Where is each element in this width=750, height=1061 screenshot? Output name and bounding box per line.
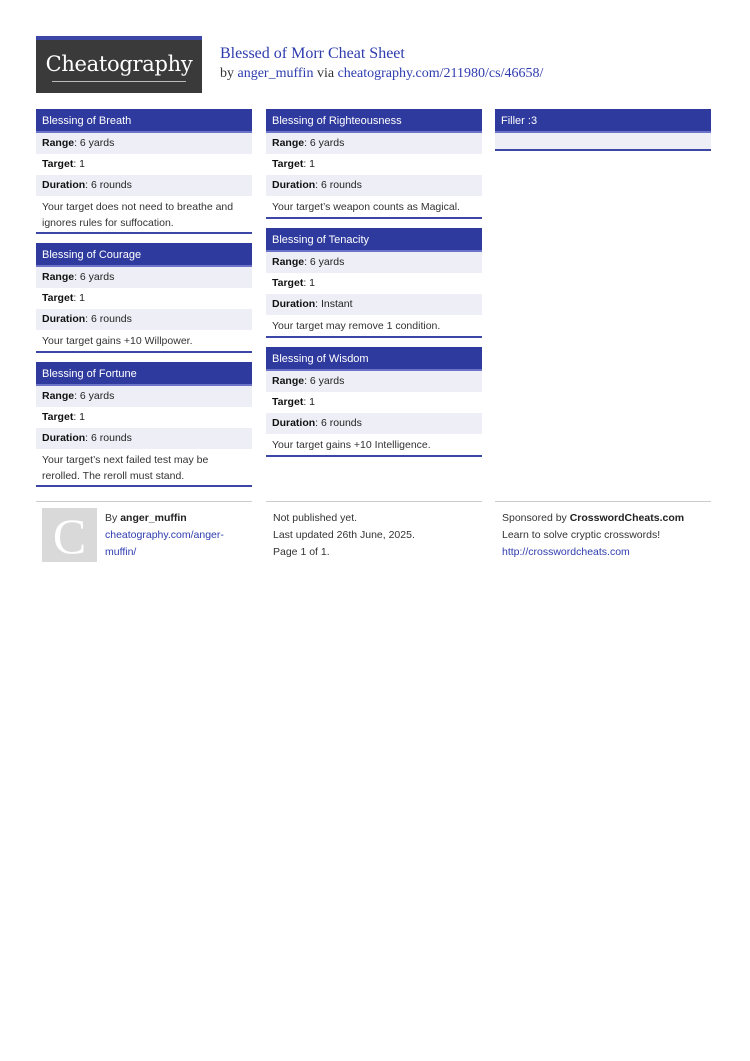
byline-by: by [220,66,234,81]
range-value: : 6 yards [74,137,115,149]
sponsor-prefix: Sponsored by [502,512,567,524]
duration-value: : 6 rounds [85,313,132,325]
column-3 [495,109,711,160]
range-value: : 6 yards [304,375,345,387]
duration-label: Duration [42,432,86,444]
block-title: Blessing of Tenacity [266,228,482,252]
description: Your target gains +10 Willpower. [36,330,252,351]
target-row [36,288,252,309]
last-updated: Last updated 26th June, 2025. [273,529,415,541]
target-value: : 1 [73,292,85,304]
range-value: : 6 yards [74,390,115,402]
target-value: : 1 [303,158,315,170]
block-blessing-of-wisdom [266,347,482,457]
duration-value: : 6 rounds [85,432,132,444]
duration-label: Duration [42,313,86,325]
description: Your target gains +10 Intelligence. [266,434,482,455]
block-title: Blessing of Courage [36,243,252,267]
range-row [266,133,482,154]
range-row [36,267,252,288]
description: Your target may remove 1 condition. [266,315,482,336]
range-value: : 6 yards [304,137,345,149]
author-prefix: By [105,512,118,524]
duration-row [36,428,252,449]
block-title: Blessing of Righteousness [266,109,482,133]
duration-row [266,294,482,315]
target-row [266,154,482,175]
target-row [266,273,482,294]
range-value: : 6 yards [74,271,115,283]
block-title: Blessing of Fortune [36,362,252,386]
range-row [36,133,252,154]
target-label: Target [42,158,74,170]
target-label: Target [42,411,74,423]
column-1 [36,109,252,496]
duration-label: Duration [42,179,86,191]
sponsor-link[interactable]: http://crosswordcheats.com [502,546,630,558]
block-blessing-of-righteousness [266,109,482,219]
page-number: Page 1 of 1. [273,546,330,558]
footer-author [105,510,245,561]
range-row [266,371,482,392]
footer-publication [273,510,473,561]
duration-label: Duration [272,179,316,191]
target-value: : 1 [303,277,315,289]
range-row [266,252,482,273]
description: Your target’s weapon counts as Magical. [266,196,482,217]
sponsor-name[interactable]: CrosswordCheats.com [569,512,685,524]
duration-row [266,413,482,434]
author-link[interactable]: anger_muffin [237,66,314,81]
target-value: : 1 [303,396,315,408]
sheet-url-link[interactable]: cheatography.com/211980/cs/46658/ [337,66,544,81]
target-row [266,392,482,413]
range-label: Range [42,271,75,283]
footer-divider [266,501,482,502]
block-blessing-of-courage [36,243,252,353]
target-value: : 1 [73,411,85,423]
range-label: Range [272,137,305,149]
description: Your target’s next failed test may be rerolled. The reroll must stand. [36,449,252,485]
sponsor-tagline: Learn to solve cryptic crosswords! [502,529,661,541]
byline-via: via [316,66,335,81]
logo-text: Cheatography [45,52,193,76]
column-2 [266,109,482,466]
duration-value: : 6 rounds [315,179,362,191]
author-avatar[interactable]: C [42,508,97,562]
target-label: Target [272,158,304,170]
duration-value: : Instant [315,298,353,310]
byline [220,66,543,82]
block-title: Blessing of Wisdom [266,347,482,371]
published-status: Not published yet. [273,512,358,524]
target-label: Target [42,292,74,304]
footer-divider [495,501,711,502]
page-title: Blessed of Morr Cheat Sheet [220,45,405,62]
target-row [36,154,252,175]
author-profile-link[interactable]: cheatography.com/anger-muffin/ [105,529,224,558]
description: Your target does not need to breathe and ignores rules for suffocation. [36,196,252,232]
footer-divider [36,501,252,502]
target-row [36,407,252,428]
range-label: Range [272,375,305,387]
target-value: : 1 [73,158,85,170]
block-title: Filler :3 [495,109,711,133]
range-row [36,386,252,407]
block-blessing-of-fortune [36,362,252,487]
footer-author-name[interactable]: anger_muffin [120,512,187,524]
duration-row [36,309,252,330]
cheatography-logo[interactable] [36,36,202,93]
duration-row [266,175,482,196]
target-label: Target [272,277,304,289]
range-value: : 6 yards [304,256,345,268]
duration-value: : 6 rounds [315,417,362,429]
range-label: Range [272,256,305,268]
logo-underline [52,81,186,82]
range-label: Range [42,137,75,149]
block-blessing-of-breath [36,109,252,234]
block-blessing-of-tenacity [266,228,482,338]
footer-sponsor [502,510,722,561]
target-label: Target [272,396,304,408]
block-filler [495,109,711,151]
duration-row [36,175,252,196]
range-label: Range [42,390,75,402]
duration-label: Duration [272,298,316,310]
duration-value: : 6 rounds [85,179,132,191]
block-title: Blessing of Breath [36,109,252,133]
filler-body [495,133,711,149]
duration-label: Duration [272,417,316,429]
